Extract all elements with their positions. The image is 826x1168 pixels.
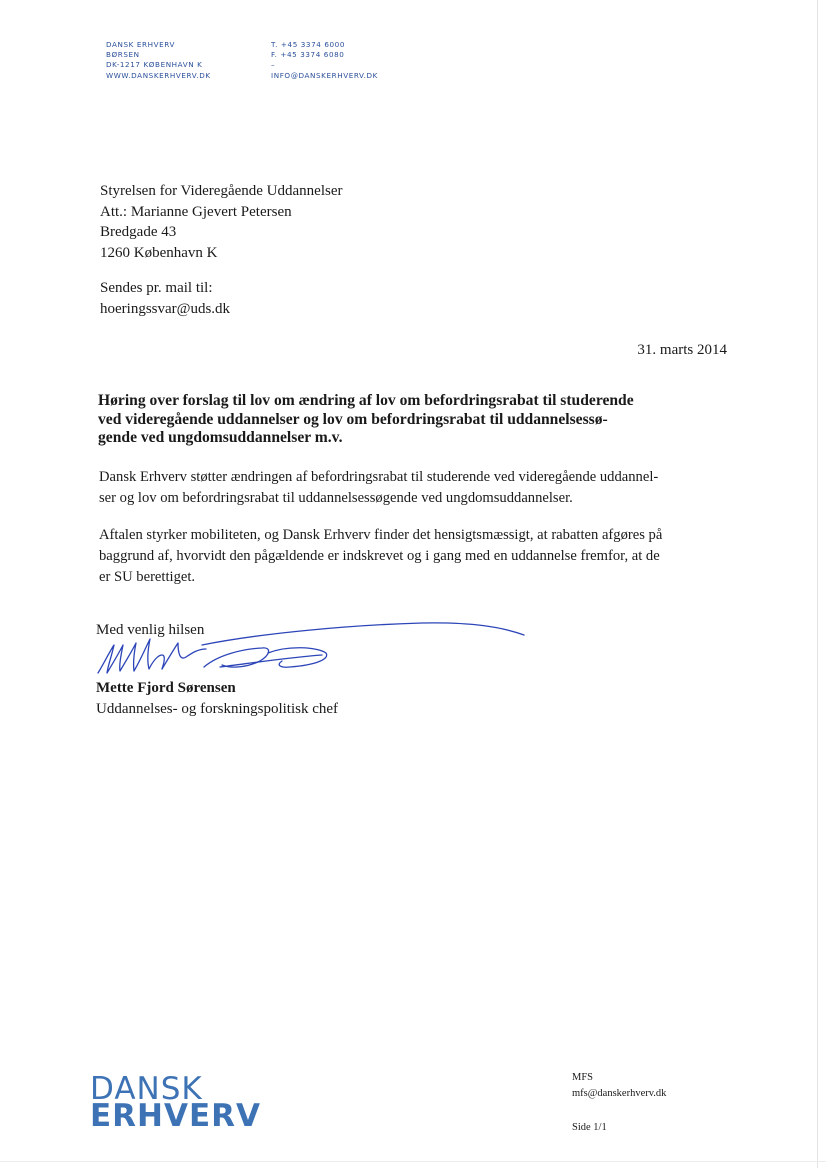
handwritten-signature [92, 615, 532, 685]
scan-edge-right [817, 0, 818, 1168]
body-line: baggrund af, hvorvidt den pågældende er indskrevet og i gang med en uddannelse fremfor, at de [99, 547, 660, 564]
footer-info [572, 1070, 666, 1136]
body-line: Aftalen styrker mobiliteten, og Dansk Erhverv finder det hensigtsmæssigt, at rabatten afgøres på [99, 527, 663, 543]
body-paragraph [99, 525, 739, 587]
recipient-line: 1260 København K [100, 244, 218, 261]
send-to-label: Sendes pr. mail til: [100, 280, 213, 296]
recipient-address [100, 181, 342, 263]
letterhead-postal: DK-1217 KØBENHAVN K [106, 60, 203, 70]
letterhead-phone: T. +45 3374 6000 [271, 40, 346, 49]
body-line: er SU berettiget. [99, 568, 196, 585]
letterhead-address [106, 40, 211, 81]
footer-email: mfs@danskerhverv.dk [572, 1088, 667, 1099]
recipient-line: Bredgade 43 [100, 224, 177, 241]
signer-title: Uddannelses- og forskningspolitisk chef [96, 701, 339, 717]
logo-line-2: ERHVERV [90, 1098, 262, 1134]
recipient-line: Att.: Marianne Gjevert Petersen [100, 203, 292, 220]
company-logo [90, 1071, 262, 1134]
closing-salutation: Med venlig hilsen [96, 622, 205, 638]
letterhead-contact [271, 40, 378, 81]
subject-heading [98, 392, 738, 448]
letterhead-building: BØRSEN [106, 50, 140, 60]
body-paragraph [99, 467, 739, 509]
letterhead-company: DANSK ERHVERV [106, 40, 175, 49]
footer-initials: MFS [572, 1072, 594, 1083]
body-line: Dansk Erhverv støtter ændringen af befordringsrabat til studerende ved videregående uddannel- [99, 469, 659, 485]
letterhead-email: INFO@DANSKERHVERV.DK [271, 70, 378, 80]
body-line: ser og lov om befordringsrabat til uddannelsessøgende ved ungdomsuddannelser. [99, 489, 573, 506]
logo-line-1: DANSK [90, 1071, 203, 1107]
send-to-block [100, 278, 230, 319]
subject-line: Høring over forslag til lov om ændring af lov om befordringsrabat til studerende [98, 392, 634, 409]
subject-line: gende ved ungdomsuddannelser m.v. [98, 429, 343, 447]
signer-name: Mette Fjord Sørensen [96, 680, 236, 696]
letterhead-fax: F. +45 3374 6080 [271, 50, 345, 60]
letterhead-website: WWW.DANSKERHVERV.DK [106, 70, 211, 80]
subject-line: ved videregående uddannelser og lov om befordringsrabat til uddannelsessø- [98, 410, 608, 428]
scan-edge-bottom [0, 1161, 826, 1162]
footer-page-number: Side 1/1 [572, 1122, 607, 1133]
letterhead-dash: – [271, 60, 276, 70]
recipient-line: Styrelsen for Videregående Uddannelser [100, 183, 343, 199]
letter-date: 31. marts 2014 [637, 342, 727, 358]
send-to-email: hoeringssvar@uds.dk [100, 300, 231, 317]
